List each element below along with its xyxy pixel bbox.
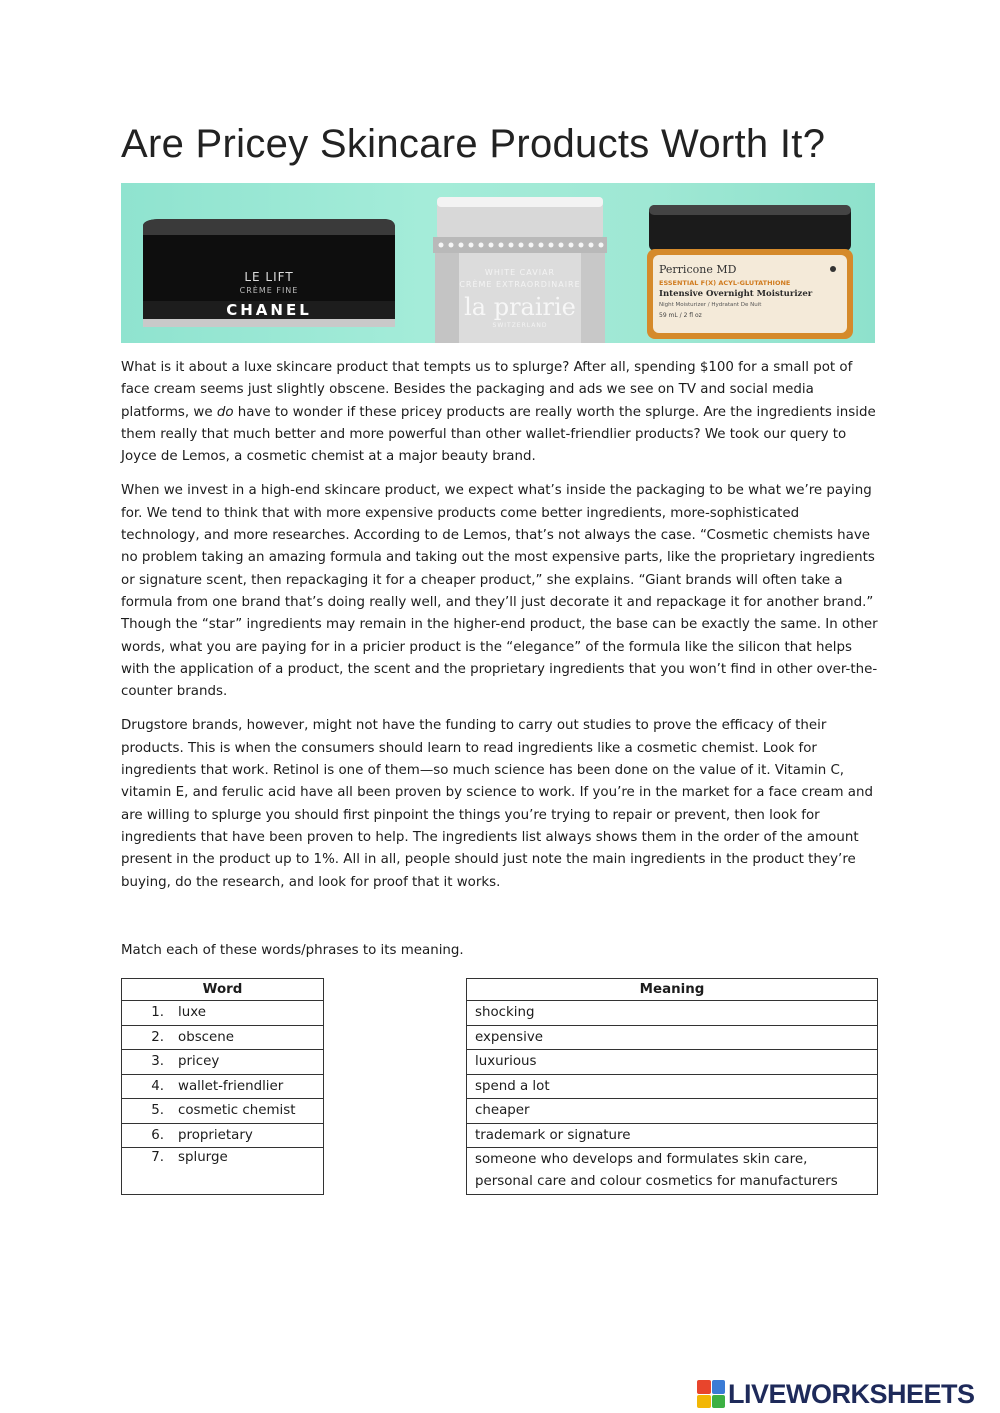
article-body [121, 357, 881, 906]
liveworksheets-watermark[interactable] [697, 1378, 975, 1410]
meaning-table-header: Meaning [467, 979, 878, 1001]
word-table-header: Word [122, 979, 324, 1001]
table-row [467, 1074, 878, 1099]
table-row [467, 1099, 878, 1124]
word-pricey: pricey [178, 1054, 220, 1070]
match-instruction: Match each of these words/phrases to its meaning. [121, 943, 464, 958]
table-row [467, 1025, 878, 1050]
perricone-line3: Night Moisturizer / Hydratant De Nuit [659, 302, 762, 308]
table-row: 1. luxe [122, 1001, 324, 1026]
page-title: Are Pricey Skincare Products Worth It? [121, 122, 826, 166]
table-row [467, 1001, 878, 1026]
chanel-brand: CHANEL [226, 301, 312, 319]
table-row: 7. splurge [122, 1148, 324, 1195]
table-row: 4. wallet-friendlier [122, 1074, 324, 1099]
table-row: 3. pricey [122, 1050, 324, 1075]
la-prairie-brand: la prairie [464, 293, 576, 321]
meaning-table [466, 978, 878, 1195]
meaning-cell: cheaper [467, 1099, 878, 1124]
word-cosmetic-chemist: cosmetic chemist [178, 1103, 296, 1119]
perricone-line1: ESSENTIAL F(X) ACYL-GLUTATHIONE [659, 279, 791, 287]
meaning-cell: spend a lot [467, 1074, 878, 1099]
table-row: 5. cosmetic chemist [122, 1099, 324, 1124]
word-wallet-friendlier: wallet-friendlier [178, 1078, 284, 1094]
watermark-text: LIVEWORKSHEETS [728, 1378, 975, 1409]
perricone-jar [647, 205, 853, 339]
word-table [121, 978, 324, 1195]
la-prairie-line3: SWITZERLAND [492, 322, 548, 329]
table-row: 2. obscene [122, 1025, 324, 1050]
la-prairie-line2: CRÈME EXTRAORDINAIRE [459, 280, 581, 289]
chanel-line1: LE LIFT [244, 270, 294, 284]
la-prairie-jar [433, 197, 607, 343]
table-row [467, 1050, 878, 1075]
hero-product-image [121, 183, 875, 343]
meaning-cell: shocking [467, 1001, 878, 1026]
word-luxe: luxe [178, 1005, 206, 1021]
paragraph-1: What is it about a luxe skincare product that tempts us to splurge? After all, spending $100 for a small pot of face cream seems just slightly obscene. Besides the packaging and ads we see on TV and social media platforms, we do have to wonder if these pricey products are really worth the splurge. Are the ingredients inside them really that much better and more powerful than other wallet-friendlier products? We took our query to Joyce de Lemos, a cosmetic chemist at a major beauty brand. [121, 360, 876, 465]
liveworksheets-logo-icon [697, 1380, 725, 1408]
table-row: 6. proprietary [122, 1123, 324, 1148]
product-jars-illustration [121, 183, 875, 343]
chanel-line2: CRÈME FINE [239, 286, 299, 295]
perricone-brand: Perricone MD [659, 263, 737, 276]
meaning-cell: expensive [467, 1025, 878, 1050]
meaning-cell: someone who develops and formulates skin care, personal care and colour cosmetics for manufacturers [467, 1148, 878, 1195]
paragraph-2: When we invest in a high-end skincare product, we expect what’s inside the packaging to be what we’re paying for. We tend to think that with more expensive products come better ingredients, more-sophisticated technology, and more researches. According to de Lemos, that’s not always the case. “Cosmetic chemists have no problem taking an amazing formula and taking out the most expensive parts, like the proprietary ingredients or signature scent, then repackaging it for a cheaper product,” she explains. “Giant brands will often take a formula from one brand that’s doing really well, and they’ll just decorate it and repackage it for another brand.” Though the “star” ingredients may remain in the higher-end product, the base can be exactly the same. In other words, what you are paying for in a pricier product is the “elegance” of the formula like the silicon that helps with the application of a product, the scent and the proprietary ingredients that you won’t find in other over-the-counter brands. [121, 483, 878, 700]
perricone-line4: 59 mL / 2 fl oz [659, 312, 702, 319]
table-row [467, 1148, 878, 1195]
perricone-line2: Intensive Overnight Moisturizer [659, 289, 813, 299]
word-splurge: splurge [178, 1150, 228, 1165]
meaning-cell: trademark or signature [467, 1123, 878, 1148]
word-obscene: obscene [178, 1029, 234, 1045]
table-row [467, 1123, 878, 1148]
paragraph-3: Drugstore brands, however, might not have the funding to carry out studies to prove the efficacy of their products. This is when the consumers should learn to read ingredients like a cosmetic chemist. Look for ingredients that work. Retinol is one of them—so much science has been done on the value of it. Vitamin C, vitamin E, and ferulic acid have all been proven by science to work. If you’re in the market for a face cream and are willing to splurge you should first pinpoint the things you’re trying to repair or prevent, then look for ingredients that have been proven to help. The ingredients list always shows them in the order of the amount present in the product up to 1%. All in all, people should just note the main ingredients in the product they’re buying, do the research, and look for proof that it works. [121, 718, 873, 890]
word-proprietary: proprietary [178, 1127, 253, 1143]
chanel-jar [143, 219, 395, 327]
la-prairie-line1: WHITE CAVIAR [484, 268, 556, 277]
meaning-cell: luxurious [467, 1050, 878, 1075]
